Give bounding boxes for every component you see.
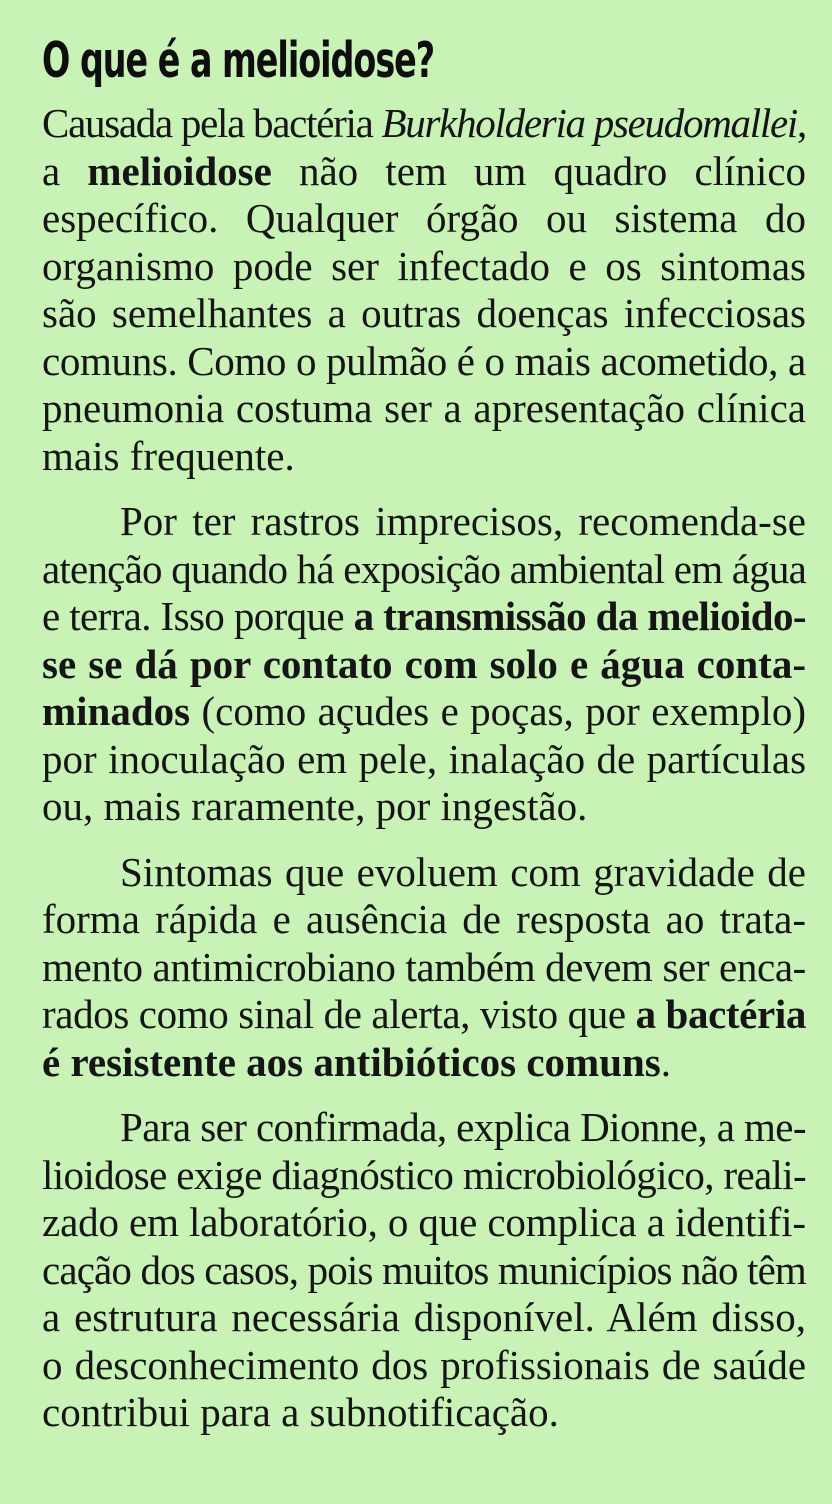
paragraph	[42, 1104, 806, 1437]
text-segment: mento antimicrobiano também devem ser enca-	[42, 943, 806, 990]
text-line	[42, 338, 806, 386]
text-segment: Burkholderia pseudomallei	[381, 100, 798, 146]
text-line	[42, 243, 806, 291]
text-segment: ou, mais raramente, por ingestão.	[42, 783, 588, 829]
text-segment: comuns. Como o pulmão é o mais acometido, a	[42, 337, 806, 384]
paragraph	[42, 849, 806, 1087]
text-segment: pneumonia costuma ser a apresentação clínica	[42, 385, 806, 431]
text-line	[42, 1294, 806, 1342]
text-segment: Causada pela bactéria	[42, 100, 382, 146]
text-segment: Para ser confirmada, explica Dionne, a me-	[120, 1104, 806, 1150]
text-segment: melioidose	[87, 147, 272, 194]
text-line	[42, 546, 806, 594]
text-line	[42, 1039, 806, 1087]
text-segment: é resistente aos antibióticos comuns	[42, 1038, 661, 1085]
text-line	[42, 1199, 806, 1247]
text-segment: forma rápida e ausência de resposta ao trata-	[42, 896, 807, 942]
text-line	[42, 1342, 806, 1390]
text-segment: o desconhecimento dos profissionais de saúde	[42, 1341, 807, 1388]
text-line	[42, 944, 806, 992]
text-segment: e terra. Isso porque	[42, 593, 354, 639]
text-segment: .	[660, 1038, 672, 1085]
paragraph	[42, 498, 806, 831]
text-line	[42, 896, 806, 944]
text-line	[42, 991, 806, 1039]
text-line	[42, 1104, 806, 1152]
text-segment: atenção quando há exposição ambiental em água	[42, 545, 807, 592]
text-segment: lioidose exige diagnóstico microbiológico, reali-	[42, 1151, 807, 1198]
article-heading: O que é a melioidose?	[42, 32, 435, 89]
text-line	[42, 195, 806, 243]
text-segment: são semelhantes a outras doenças infecciosas	[42, 290, 807, 336]
text-segment: organismo pode ser infectado e os sintomas	[42, 242, 806, 289]
text-line	[42, 290, 806, 338]
text-line	[42, 1152, 806, 1200]
text-line	[42, 100, 806, 148]
text-segment: se se dá por contato com solo e água conta-	[42, 640, 806, 687]
text-segment: zado em laboratório, o que complica a identifi-	[42, 1199, 806, 1245]
text-segment: a bactéria	[635, 991, 806, 1037]
text-line	[42, 1389, 806, 1437]
text-line	[42, 736, 806, 784]
paragraph	[42, 100, 806, 480]
text-line	[42, 641, 806, 689]
text-segment: mais frequente.	[42, 432, 295, 479]
text-segment: não tem um quadro clínico	[271, 147, 807, 194]
text-segment: ,	[797, 100, 807, 146]
text-segment: rados como sinal de alerta, visto que	[42, 991, 636, 1037]
text-segment: cação dos casos, pois muitos municípios não têm	[42, 1246, 806, 1293]
text-line	[42, 783, 806, 831]
text-line	[42, 148, 806, 196]
text-line	[42, 1247, 806, 1295]
text-segment: a transmissão da melioido-	[353, 593, 806, 639]
text-segment: por inoculação em pele, inalação de partículas	[42, 735, 807, 782]
text-segment: Por ter rastros imprecisos, recomenda-se	[120, 498, 806, 544]
article-body	[42, 100, 806, 1437]
text-segment: minados	[42, 688, 191, 734]
text-segment: (como açudes e poças, por exemplo)	[190, 688, 807, 734]
text-line	[42, 433, 806, 481]
text-segment: específico. Qualquer órgão ou sistema do	[42, 195, 806, 241]
text-segment: a estrutura necessária disponível. Além disso,	[42, 1294, 806, 1340]
text-segment: contribui para a subnotificação.	[42, 1389, 559, 1435]
text-line	[42, 688, 806, 736]
text-line	[42, 593, 806, 641]
text-segment: Sintomas que evoluem com gravidade de	[120, 848, 806, 895]
text-line	[42, 498, 806, 546]
text-line	[42, 849, 806, 897]
text-segment: a	[42, 147, 88, 194]
text-line	[42, 385, 806, 433]
